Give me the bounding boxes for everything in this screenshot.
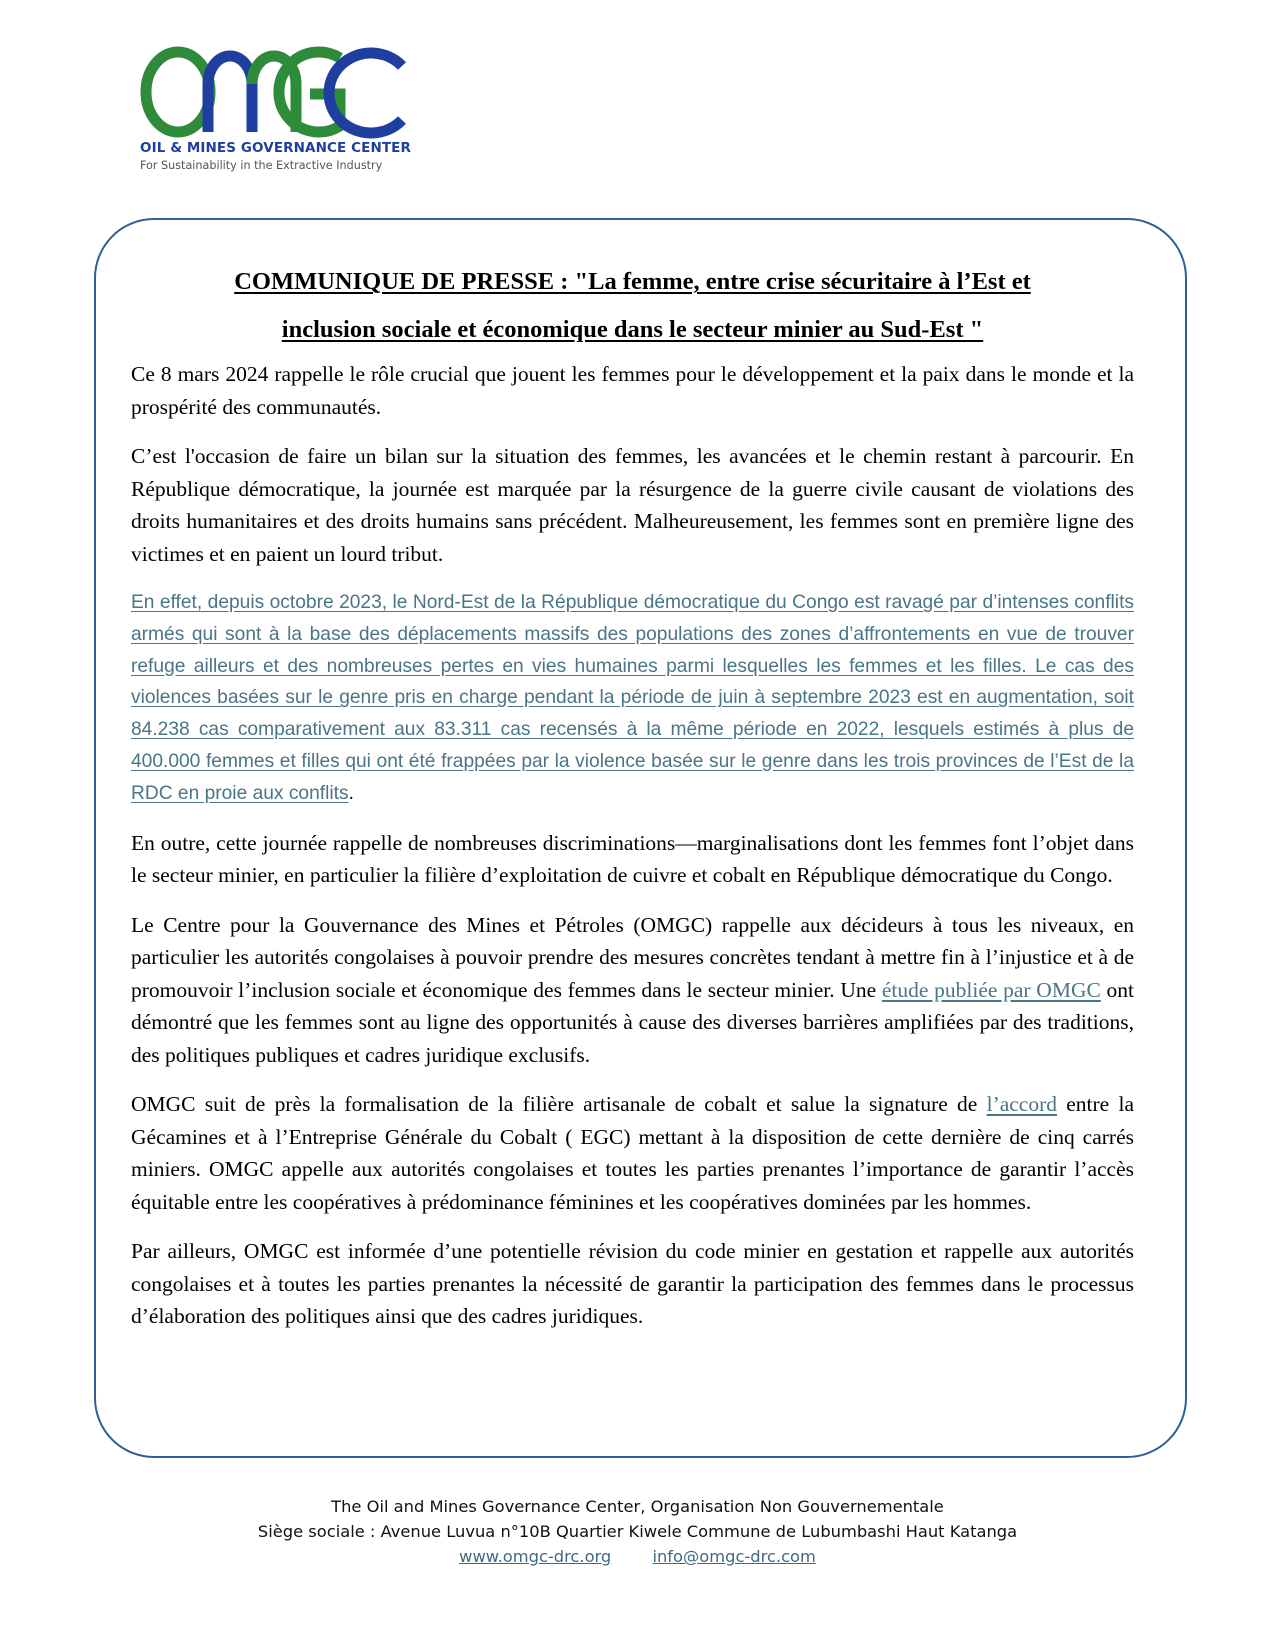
press-release-body	[131, 258, 1134, 1350]
conflict-stats-link[interactable]: En effet, depuis octobre 2023, le Nord-Est de la République démocratique du Congo est ravagé par d’intenses conflits armés qui sont à la base des déplacements massifs des populations des zones d’affrontements en vue de trouver refuge ailleurs et des nombreuses pertes en vies humaines parmi lesquelles les femmes et les filles. Le cas des violences basées sur le genre pris en charge pendant la période de juin à septembre 2023 est en augmentation, soit 84.238 cas comparativement aux 83.311 cas recensés à la même période en 2022, lesquels estimés à plus de 400.000 femmes et filles qui ont été frappées par la violence basée sur le genre dans les trois provinces de l’Est de la RDC en proie aux conflits	[131, 592, 1134, 804]
press-release-title	[131, 258, 1134, 354]
title-line-2: inclusion sociale et économique dans le secteur minier au Sud-Est "	[281, 316, 984, 343]
paragraph-omgc-call	[131, 909, 1134, 1072]
page-footer	[0, 1494, 1275, 1569]
omgc-call-text-1: Le Centre pour la Gouvernance des Mines et Pétroles (OMGC) rappelle aux décideurs à tous les niveaux, en particulier les autorités congolaises à pouvoir prendre des mesures concrètes tendant à mettre fin à l’injustice et à de promouvoir l’inclusion sociale et économique des femmes dans le secteur minier. Une	[131, 912, 1134, 1002]
paragraph-intro: Ce 8 mars 2024 rappelle le rôle crucial que jouent les femmes pour le développement et la paix dans le monde et la prospérité des communautés.	[131, 362, 1134, 419]
logo-tagline: For Sustainability in the Extractive Industry	[140, 159, 383, 172]
omgc-logo-mark	[140, 44, 420, 140]
footer-org-line: The Oil and Mines Governance Center, Organisation Non Gouvernementale	[331, 1497, 944, 1516]
omgc-call-text-2: ont démontré que les femmes sont au ligne des opportunités à cause des diverses barrières amplifiées par des traditions, des politiques publiques et cadres juridique exclusifs.	[131, 977, 1134, 1067]
logo-org-name: OIL & MINES GOVERNANCE CENTER	[140, 140, 411, 156]
paragraph-mining-code: Par ailleurs, OMGC est informée d’une potentielle révision du code minier en gestation et rappelle aux autorités congolaises et à toutes les parties prenantes la nécessité de garantir la participation des femmes dans le processus d’élaboration des politiques ainsi que des cadres juridiques.	[131, 1239, 1134, 1329]
paragraph-conflict-stats	[131, 587, 1134, 810]
paragraph-mining-discrimination: En outre, cette journée rappelle de nombreuses discriminations—marginalisations dont les femmes font l’objet dans le secteur minier, en particulier la filière d’exploitation de cuivre et cobalt en République démocratique du Congo.	[131, 830, 1134, 888]
paragraph-situation: C’est l'occasion de faire un bilan sur la situation des femmes, les avancées et le chemin restant à parcourir. En République démocratique, la journée est marquée par la résurgence de la guerre civile causant de violations des droits humanitaires et des droits humains sans précédent. Malheureusement, les femmes sont en première ligne des victimes et en paient un lourd tribut.	[131, 444, 1134, 566]
omgc-logo	[140, 44, 420, 174]
footer-address: Siège sociale : Avenue Luvua n°10B Quartier Kiwele Commune de Lubumbashi Haut Katanga	[257, 1522, 1018, 1541]
study-link[interactable]: étude publiée par OMGC	[881, 977, 1101, 1002]
title-line-1: COMMUNIQUE DE PRESSE : "La femme, entre crise sécuritaire à l’Est et	[234, 268, 1031, 295]
email-link[interactable]: info@omgc-drc.com	[652, 1547, 816, 1566]
agreement-link[interactable]: l’accord	[986, 1092, 1058, 1117]
conflict-stats-period: .	[348, 782, 354, 804]
footer-links	[0, 1544, 1275, 1569]
cobalt-text-1: OMGC suit de près la formalisation de la filière artisanale de cobalt et salue la signature de	[131, 1092, 987, 1117]
cobalt-text-2: entre la Gécamines et à l’Entreprise Générale du Cobalt ( EGC) mettant à la disposition de cette dernière de cinq carrés miniers. OMGC appelle aux autorités congolaises et toutes les parties prenantes l’importance de garantir l’accès équitable entre les coopératives à prédominance féminines et les coopératives dominées par les hommes.	[131, 1092, 1134, 1214]
website-link[interactable]: www.omgc-drc.org	[459, 1547, 612, 1566]
paragraph-cobalt-agreement	[131, 1088, 1134, 1218]
